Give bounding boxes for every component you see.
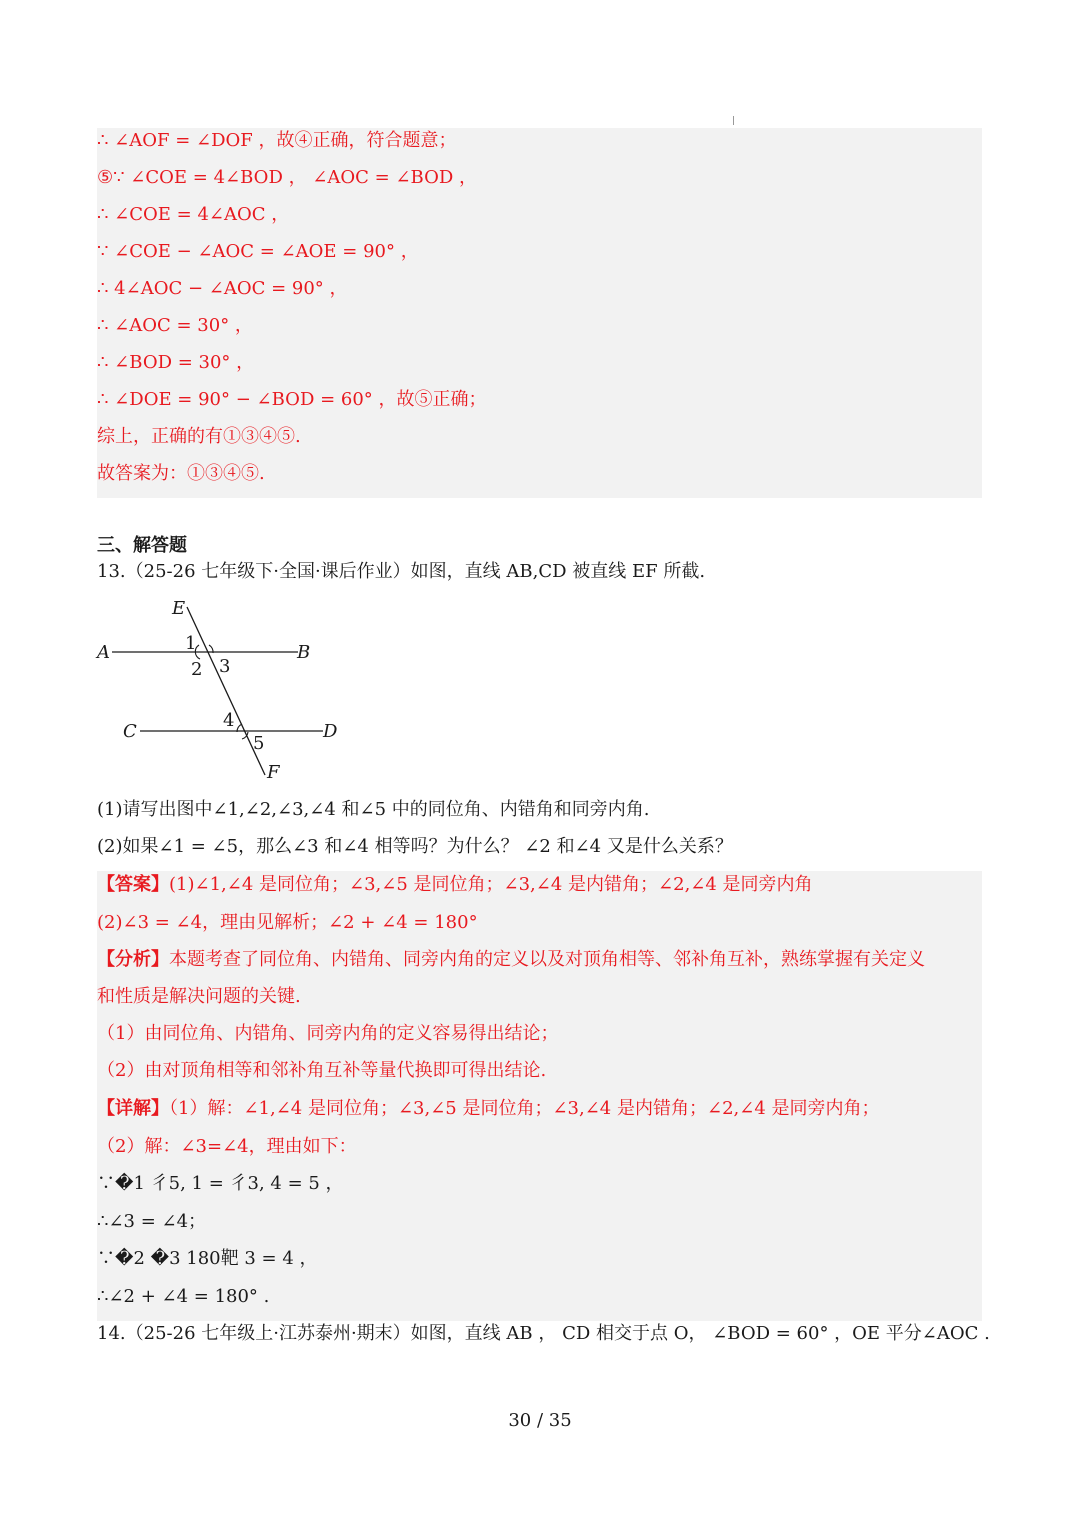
detail-line-5: ∵�2 �3 180靶 3 = 4 ，	[97, 1248, 318, 1269]
detail-tag: 【详解】	[97, 1098, 169, 1119]
answer-tag: 【答案】	[97, 874, 169, 895]
angle-label-4: 4	[223, 710, 235, 731]
section-title: 三、解答题	[97, 535, 187, 556]
proof-line-9: 综上，正确的有①③④⑤.	[97, 426, 301, 447]
label-a: A	[97, 642, 110, 663]
angle-label-2: 2	[191, 659, 203, 680]
label-c: C	[123, 721, 137, 742]
analysis-line-3: （1）由同位角、内错角、同旁内角的定义容易得出结论；	[97, 1023, 559, 1044]
angle-label-5: 5	[253, 733, 265, 754]
answer-line-1	[97, 873, 813, 897]
proof-line-6: ∴ ∠AOC = 30° ，	[97, 315, 253, 336]
proof-line-8: ∴ ∠DOE = 90° − ∠BOD = 60° ，故⑤正确；	[97, 389, 487, 410]
detail-line-4: ∴∠3 = ∠4；	[97, 1211, 207, 1232]
question-13-stem: 13.（25-26 七年级下·全国·课后作业）如图，直线 AB,CD 被直线 EF 所截.	[97, 561, 706, 582]
proof-line-5: ∴ 4∠AOC − ∠AOC = 90° ，	[97, 278, 348, 299]
label-d: D	[323, 721, 338, 742]
proof-line-7: ∴ ∠BOD = 30° ，	[97, 352, 255, 373]
proof-line-4: ∵ ∠COE − ∠AOC = ∠AOE = 90° ，	[97, 241, 419, 262]
analysis-text-1: 本题考查了同位角、内错角、同旁内角的定义以及对顶角相等、邻补角互补，熟练掌握有关定义	[169, 949, 925, 970]
proof-line-3: ∴ ∠COE = 4∠AOC ，	[97, 204, 290, 225]
question-13-part-2: (2)如果∠1 = ∠5，那么∠3 和∠4 相等吗？为什么？ ∠2 和∠4 又是什么关系？	[97, 836, 733, 857]
proof-line-1: ∴ ∠AOF = ∠DOF ，故④正确，符合题意；	[97, 130, 457, 151]
analysis-tag: 【分析】	[97, 949, 169, 970]
parallel-lines-figure	[90, 595, 360, 790]
angle-label-1: 1	[185, 633, 197, 654]
angle-label-3: 3	[219, 656, 231, 677]
detail-text-1: （1）解：∠1,∠4 是同位角；∠3,∠5 是同位角；∠3,∠4 是内错角；∠2,∠4 是同旁内角；	[169, 1098, 880, 1119]
detail-line-1	[97, 1097, 880, 1121]
answer-line-2: (2)∠3 = ∠4，理由见解析；∠2 + ∠4 = 180°	[97, 912, 478, 933]
detail-line-3: ∵�1 彳5, 1 = 彳3, 4 = 5 ，	[97, 1173, 344, 1194]
label-f: F	[267, 762, 280, 783]
header-tick	[733, 116, 734, 125]
analysis-line-1	[97, 948, 925, 972]
analysis-line-4: （2）由对顶角相等和邻补角互补等量代换即可得出结论.	[97, 1060, 547, 1081]
detail-line-6: ∴∠2 + ∠4 = 180° .	[97, 1286, 270, 1307]
label-e: E	[172, 598, 186, 619]
analysis-line-2: 和性质是解决问题的关键.	[97, 986, 301, 1007]
question-13-part-1: (1)请写出图中∠1,∠2,∠3,∠4 和∠5 中的同位角、内错角和同旁内角.	[97, 799, 650, 820]
page-number: 30 / 35	[508, 1410, 572, 1431]
proof-line-10: 故答案为：①③④⑤.	[97, 463, 265, 484]
detail-line-2: （2）解：∠3=∠4，理由如下：	[97, 1136, 357, 1157]
question-14-stem: 14.（25-26 七年级上·江苏泰州·期末）如图，直线 AB ， CD 相交于点 O， ∠BOD = 60° ，OE 平分∠AOC .	[97, 1323, 990, 1344]
proof-line-2: ⑤∵ ∠COE = 4∠BOD ， ∠AOC = ∠BOD ，	[97, 167, 478, 188]
answer-text-1: (1)∠1,∠4 是同位角；∠3,∠5 是同位角；∠3,∠4 是内错角；∠2,∠4 是同旁内角	[169, 874, 813, 895]
label-b: B	[297, 642, 311, 663]
